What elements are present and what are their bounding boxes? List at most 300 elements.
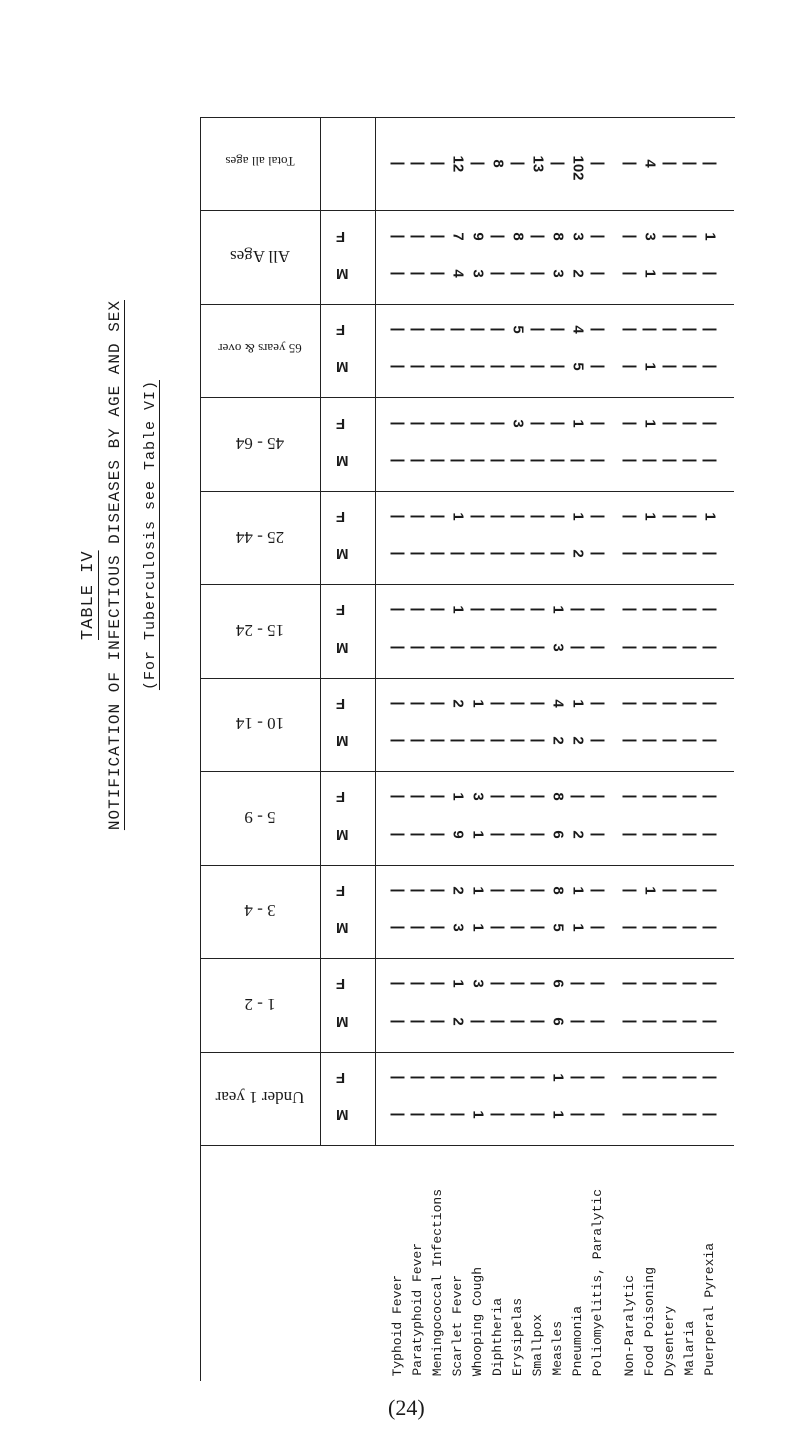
table-cell: 8 [489, 159, 507, 168]
table-row [390, 1013, 730, 1035]
table-cell: | [661, 1019, 679, 1024]
table-cell: 8 [549, 792, 567, 802]
table-cell: 5 [509, 325, 527, 334]
table-cell: | [589, 738, 607, 743]
table-cell: | [661, 832, 679, 837]
row-divider [200, 491, 734, 492]
table-cell: | [589, 514, 607, 519]
disease-name: Smallpox [530, 1313, 545, 1376]
table-title: NOTIFICATION OF INFECTIOUS DISEASES BY AGE AND SEX [106, 300, 124, 831]
age-group-label: 5 - 9 [244, 807, 276, 827]
sex-label: M [336, 358, 349, 376]
table-cell: | [681, 1112, 699, 1117]
table-cell: | [589, 888, 607, 893]
table-cell: 1 [549, 1073, 567, 1082]
table-cell: 8 [549, 886, 567, 895]
table-cell: | [389, 420, 407, 426]
table-cell: | [449, 1075, 467, 1080]
table-cell: | [621, 420, 639, 426]
table-cell: | [409, 888, 427, 893]
table-cell: | [389, 234, 407, 239]
table-number: TABLE IV [79, 550, 98, 640]
table-cell: 6 [549, 979, 567, 988]
table-cell: | [621, 1112, 639, 1117]
table-row [390, 545, 730, 567]
table-cell: 4 [549, 699, 567, 708]
table-row [390, 695, 730, 717]
table-cell: | [489, 420, 507, 426]
table-cell: | [469, 327, 487, 332]
table-cell: | [589, 364, 607, 370]
table-cell: | [429, 364, 447, 370]
table-cell: | [661, 888, 679, 893]
row-divider [200, 865, 734, 866]
table-cell: | [409, 271, 427, 276]
age-group-label: Total all ages [225, 153, 295, 169]
table-cell: 3 [549, 269, 567, 278]
table-cell: | [529, 607, 547, 613]
table-cell: | [529, 1075, 547, 1080]
table-cell: | [549, 161, 567, 166]
table-cell: 3 [469, 792, 487, 802]
disease-name: Paratyphoid Fever [410, 1243, 425, 1376]
table-cell: 1 [449, 512, 467, 521]
table-cell: | [389, 271, 407, 276]
table-cell: 3 [641, 231, 659, 241]
table-cell: 1 [469, 830, 487, 839]
table-cell: | [621, 701, 639, 706]
table-cell: 1 [641, 269, 659, 278]
table-cell: | [549, 364, 567, 370]
row-divider [200, 210, 734, 211]
table-cell: | [469, 514, 487, 519]
table-cell: | [509, 888, 527, 893]
table-cell: 3 [469, 979, 487, 988]
table-cell: | [449, 551, 467, 556]
table-cell: | [621, 458, 639, 463]
table-cell: | [469, 1075, 487, 1080]
table-cell: | [449, 458, 467, 463]
table-cell: 3 [449, 923, 467, 932]
table-cell: | [389, 551, 407, 556]
table-cell: | [621, 551, 639, 556]
table-cell: | [701, 832, 719, 837]
table-cell: | [681, 832, 699, 837]
table-cell: 1 [569, 923, 587, 932]
table-subtitle: (For Tuberculosis see Table VI) [142, 380, 159, 691]
table-cell: | [469, 364, 487, 370]
disease-name: Measles [550, 1321, 565, 1376]
table-cell: 3 [509, 418, 527, 428]
table-cell: | [589, 458, 607, 463]
table-cell: | [489, 364, 507, 370]
table-cell: | [569, 981, 587, 986]
table-cell: | [589, 645, 607, 650]
table-cell: 2 [449, 699, 467, 708]
row-divider [200, 117, 734, 118]
table-cell: | [529, 1112, 547, 1117]
age-group-label: Under 1 year [215, 1088, 305, 1108]
table-cell: 2 [569, 549, 587, 559]
table-cell: | [489, 607, 507, 613]
table-cell: | [621, 1075, 639, 1080]
table-row [390, 265, 730, 287]
table-cell: | [641, 327, 659, 332]
table-cell: | [661, 364, 679, 370]
table-cell: | [681, 514, 699, 519]
age-group-label: 65 years & over [218, 340, 302, 356]
table-cell: | [589, 161, 607, 166]
table-cell: | [701, 645, 719, 650]
table-cell: | [489, 738, 507, 743]
table-cell: | [509, 607, 527, 613]
table-row [390, 228, 730, 250]
table-cell: | [681, 701, 699, 706]
table-cell: | [429, 1112, 447, 1117]
table-cell: | [681, 420, 699, 426]
table-cell: | [429, 161, 447, 166]
table-cell: | [621, 327, 639, 332]
table-cell: | [489, 1019, 507, 1024]
table-cell: | [429, 607, 447, 613]
table-cell: | [409, 1075, 427, 1080]
table-cell: | [589, 981, 607, 986]
table-cell: | [701, 701, 719, 706]
table-cell: | [509, 645, 527, 650]
table-cell: | [529, 738, 547, 743]
table-cell: | [589, 327, 607, 332]
sex-label: M [336, 1012, 349, 1030]
table-cell: | [621, 888, 639, 893]
disease-name: Scarlet Fever [450, 1274, 465, 1376]
table-cell: | [389, 701, 407, 706]
table-cell: | [641, 832, 659, 837]
table-cell: 1 [469, 1110, 487, 1119]
table-cell: | [509, 832, 527, 837]
table-cell: | [409, 794, 427, 799]
table-cell: | [661, 607, 679, 613]
disease-name-column [375, 1145, 730, 1380]
table-cell: | [681, 1019, 699, 1024]
table-cell: 2 [449, 1016, 467, 1026]
table-cell: | [529, 551, 547, 556]
table-row [390, 826, 730, 848]
sex-label: F [336, 227, 346, 245]
table-cell: | [429, 551, 447, 556]
table-cell: | [429, 514, 447, 519]
sex-label: M [336, 638, 349, 656]
table-cell: | [621, 645, 639, 650]
table-cell: | [489, 514, 507, 519]
table-cell: | [429, 458, 447, 463]
table-cell: | [621, 364, 639, 370]
table-cell: | [509, 551, 527, 556]
table-cell: | [409, 738, 427, 743]
table-cell: | [681, 327, 699, 332]
table-cell: | [661, 327, 679, 332]
table-cell: | [489, 645, 507, 650]
age-group-label: 1 - 2 [244, 994, 276, 1014]
table-cell: | [681, 1075, 699, 1080]
table-cell: | [681, 738, 699, 743]
table-cell: | [621, 738, 639, 743]
table-row [389, 155, 730, 181]
table-cell: | [449, 738, 467, 743]
age-group-label: 25 - 44 [235, 527, 285, 547]
table-cell: | [641, 645, 659, 650]
disease-name: Food Poisoning [642, 1266, 657, 1376]
table-cell: | [529, 888, 547, 893]
disease-name: Pneumonia [570, 1305, 585, 1376]
table-cell: 1 [449, 605, 467, 615]
table-cell: | [569, 458, 587, 463]
table-cell: | [681, 794, 699, 799]
table-cell: | [429, 327, 447, 332]
table-cell: | [681, 981, 699, 986]
table-cell: | [589, 1075, 607, 1080]
sex-label: F [336, 1068, 346, 1086]
table-cell: | [701, 1112, 719, 1117]
table-cell: | [469, 458, 487, 463]
table-cell: 12 [449, 155, 467, 172]
table-cell: | [409, 1112, 427, 1117]
table-row [390, 1069, 730, 1091]
table-cell: | [409, 925, 427, 930]
table-cell: | [701, 738, 719, 743]
table-cell: | [701, 161, 719, 166]
table-cell: | [469, 645, 487, 650]
table-cell: | [429, 832, 447, 837]
table-cell: | [661, 1075, 679, 1080]
table-cell: | [409, 701, 427, 706]
table-cell: | [509, 1019, 527, 1024]
table-row [390, 975, 730, 997]
table-cell: | [489, 701, 507, 706]
table-cell: | [569, 1112, 587, 1117]
age-group-label: 10 - 14 [235, 714, 285, 734]
table-cell: | [701, 981, 719, 986]
table-cell: | [621, 925, 639, 930]
sex-label: F [336, 881, 346, 899]
table-cell: | [389, 1112, 407, 1117]
sex-label: F [336, 694, 346, 712]
table-cell: | [489, 458, 507, 463]
table-cell: | [529, 327, 547, 332]
table-cell: | [621, 832, 639, 837]
sex-label: M [336, 825, 349, 843]
table-cell: | [569, 607, 587, 613]
table-cell: | [389, 364, 407, 370]
table-cell: 2 [549, 736, 567, 745]
table-cell: | [569, 1019, 587, 1024]
table-cell: | [449, 420, 467, 426]
table-cell: 4 [641, 159, 659, 168]
disease-name: Meningococcal Infections [430, 1188, 445, 1376]
table-cell: | [621, 794, 639, 799]
table-cell: | [529, 645, 547, 650]
table-cell: 1 [641, 512, 659, 521]
row-divider [200, 584, 734, 585]
sex-label: M [336, 545, 349, 563]
table-row [390, 639, 730, 661]
table-cell: | [409, 364, 427, 370]
table-cell: | [529, 832, 547, 837]
table-cell: | [701, 607, 719, 613]
table-cell: | [449, 327, 467, 332]
table-cell: 2 [449, 886, 467, 895]
table-cell: 2 [569, 736, 587, 745]
table-cell: | [429, 701, 447, 706]
table-cell: | [589, 794, 607, 799]
sex-label: M [336, 265, 349, 282]
table-cell: | [681, 645, 699, 650]
table-cell: | [701, 327, 719, 332]
table-cell: | [529, 458, 547, 463]
table-cell: | [449, 364, 467, 370]
column-divider [375, 117, 376, 1145]
table-cell: | [429, 888, 447, 893]
table-cell: | [489, 981, 507, 986]
table-cell: | [641, 1019, 659, 1024]
table-cell: | [489, 327, 507, 332]
table-cell: 6 [549, 1016, 567, 1026]
age-group-label: 45 - 64 [235, 434, 285, 454]
table-cell: | [509, 981, 527, 986]
sex-label: M [336, 919, 349, 937]
table-cell: | [661, 645, 679, 650]
table-cell: | [641, 1112, 659, 1117]
table-cell: 102 [569, 155, 587, 181]
table-cell: | [489, 551, 507, 556]
table-cell: 3 [469, 269, 487, 278]
table-cell: | [429, 981, 447, 986]
disease-name: Malaria [682, 1321, 697, 1376]
table-cell: | [489, 888, 507, 893]
table-cell: | [409, 981, 427, 986]
table-cell: 6 [549, 830, 567, 839]
table-cell: | [489, 234, 507, 239]
table-cell: | [529, 1019, 547, 1024]
table-cell: | [509, 794, 527, 799]
table-cell: | [569, 645, 587, 650]
table-cell: 4 [449, 269, 467, 278]
table-cell: | [489, 1075, 507, 1080]
table-cell: 8 [549, 231, 567, 241]
sex-label: F [336, 321, 346, 339]
table-cell: | [701, 1075, 719, 1080]
table-cell: 1 [569, 512, 587, 521]
disease-name: Non-Paralytic [622, 1274, 637, 1376]
table-cell: | [681, 888, 699, 893]
table-cell: | [529, 364, 547, 370]
table-cell: | [549, 458, 567, 463]
table-cell: | [681, 551, 699, 556]
table-cell: | [701, 271, 719, 276]
table-cell: | [489, 1112, 507, 1117]
table-cell: 8 [509, 231, 527, 241]
table-cell: | [661, 981, 679, 986]
table-cell: 1 [449, 979, 467, 988]
table-cell: | [429, 794, 447, 799]
table-cell: | [469, 607, 487, 613]
table-cell: | [509, 701, 527, 706]
table-cell: 13 [529, 155, 547, 172]
table-cell: | [489, 832, 507, 837]
table-cell: 5 [549, 923, 567, 932]
table-cell: 1 [449, 792, 467, 802]
table-cell: | [469, 1019, 487, 1024]
table-cell: | [509, 458, 527, 463]
table-cell: 1 [569, 418, 587, 428]
table-cell: 1 [701, 512, 719, 521]
table-row [390, 358, 730, 380]
disease-name: Diphtheria [490, 1297, 505, 1376]
table-cell: | [529, 794, 547, 799]
table-cell: 1 [469, 886, 487, 895]
table-cell: | [641, 701, 659, 706]
table-cell: | [589, 701, 607, 706]
table-cell: | [409, 607, 427, 613]
table-cell: | [409, 832, 427, 837]
table-cell: | [489, 925, 507, 930]
table-cell: | [389, 327, 407, 332]
table-cell: | [389, 794, 407, 799]
sex-label: M [336, 451, 349, 469]
sex-label: F [336, 507, 346, 525]
table-cell: 1 [549, 605, 567, 615]
table-cell: | [529, 234, 547, 239]
table-cell: | [529, 925, 547, 930]
table-cell: | [681, 925, 699, 930]
table-cell: | [389, 458, 407, 463]
table-cell: | [429, 234, 447, 239]
table-cell: | [509, 1112, 527, 1117]
row-divider [200, 304, 734, 305]
table-cell: 1 [641, 362, 659, 372]
sex-label: F [336, 601, 346, 619]
table-cell: | [701, 925, 719, 930]
row-divider [200, 397, 734, 398]
table-cell: 1 [569, 699, 587, 708]
table-cell: | [621, 161, 639, 166]
table-cell: | [641, 607, 659, 613]
disease-name: Erysipelas [510, 1297, 525, 1376]
table-row [390, 321, 730, 343]
table-cell: | [529, 420, 547, 426]
table-cell: | [589, 607, 607, 613]
table-cell: 2 [569, 830, 587, 839]
table-cell: | [409, 1019, 427, 1024]
table-cell: | [661, 551, 679, 556]
table-cell: | [429, 271, 447, 276]
table-cell: | [509, 1075, 527, 1080]
table-cell: | [641, 458, 659, 463]
sex-label: F [336, 788, 346, 806]
table-cell: | [589, 271, 607, 276]
table-cell: 1 [469, 699, 487, 708]
table-cell: | [661, 925, 679, 930]
table-cell: | [641, 1075, 659, 1080]
table-cell: | [509, 925, 527, 930]
table-cell: | [389, 925, 407, 930]
sex-label: M [336, 1106, 349, 1124]
table-cell: | [429, 925, 447, 930]
table-cell: | [701, 420, 719, 426]
sex-label: F [336, 414, 346, 432]
table-cell: | [469, 420, 487, 426]
table-cell: | [409, 458, 427, 463]
table-cell: | [589, 832, 607, 837]
